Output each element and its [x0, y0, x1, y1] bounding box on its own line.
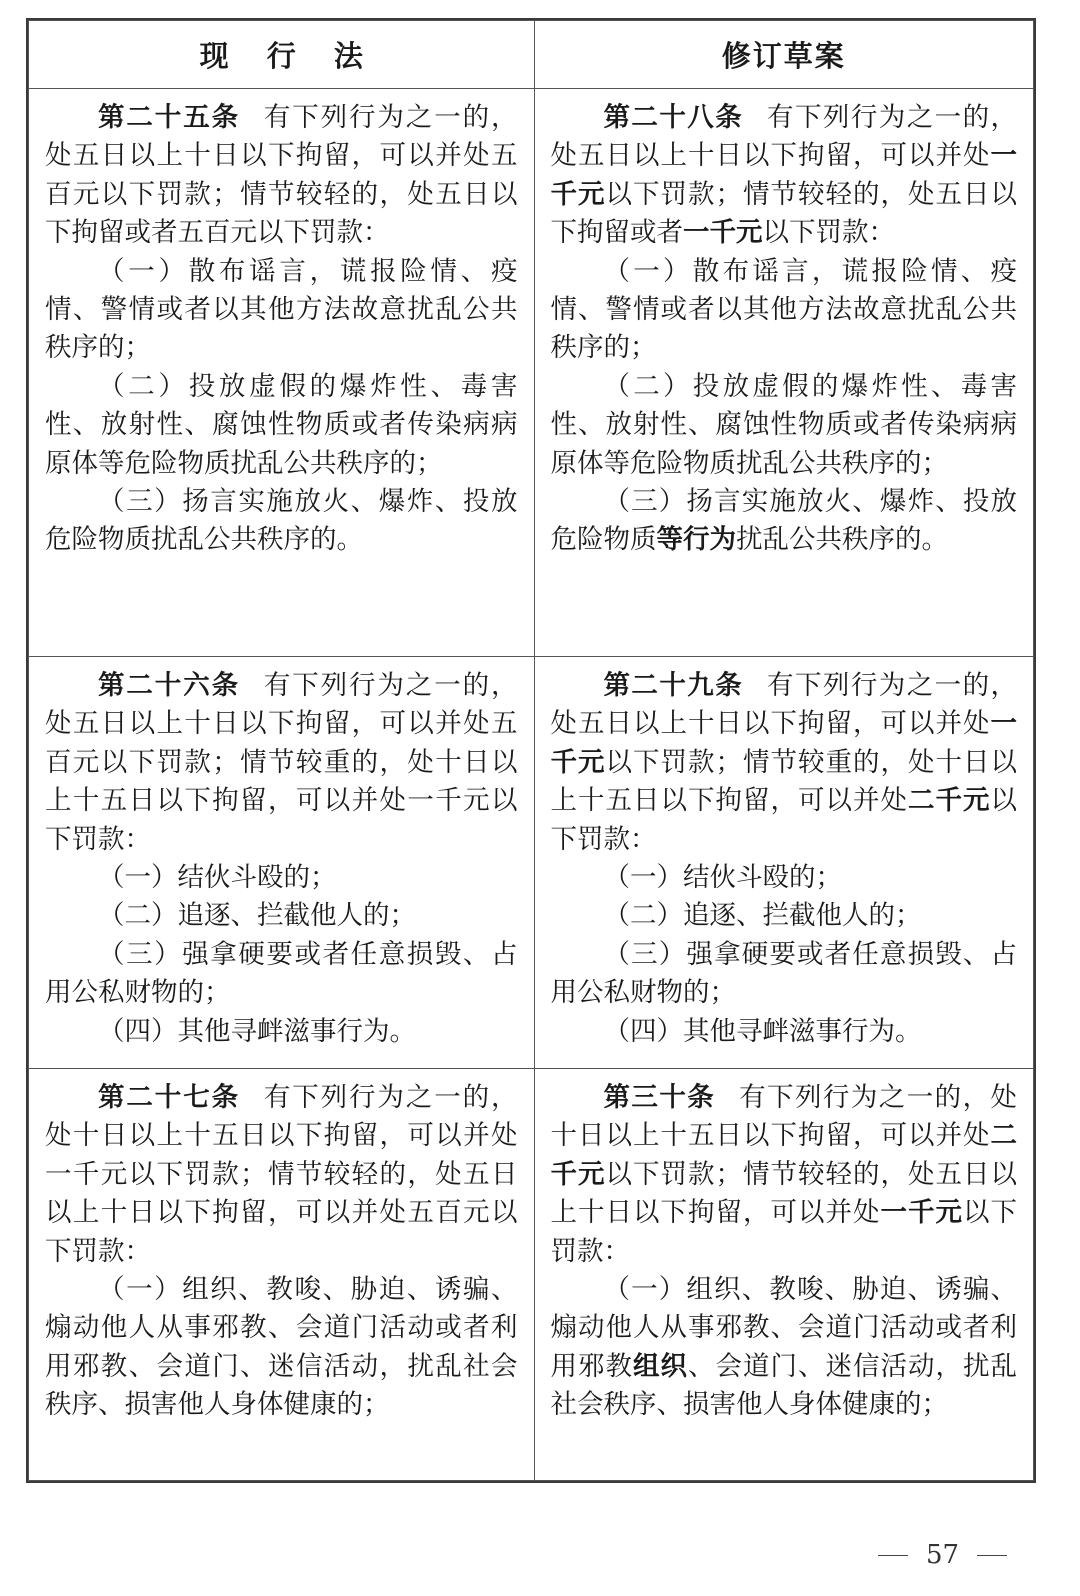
article-intro: [551, 99, 1018, 253]
article-item: [551, 1271, 1018, 1425]
amended-text: 一千元: [550, 140, 1017, 210]
amended-text: 二千元: [908, 785, 991, 817]
article-item: （一）结伙斗殴的；: [603, 862, 842, 894]
amended-text: 二千元: [550, 1120, 1017, 1190]
article-item: （一）散布谣言，谎报险情、疫情、警情或者以其他方法故意扰乱公共秩序的；: [45, 255, 518, 364]
article-text: 以下罚款：: [550, 1197, 1017, 1267]
amended-text: 一千元: [880, 1197, 963, 1229]
comparison-table-frame: [26, 18, 1036, 1483]
article-item: （二）追逐、拦截他人的；: [603, 900, 922, 932]
article-item: [551, 483, 1018, 560]
article-item: （三）强拿硬要或者任意损毁、占用公私财物的；: [45, 938, 518, 1009]
header-current-law: 现 行 法: [29, 21, 535, 89]
draft-article-28: [534, 89, 1034, 657]
amended-text: 组织: [633, 1350, 688, 1382]
current-law-article-26: [29, 657, 535, 1069]
article-text: 以下罚款：: [550, 785, 1017, 855]
article-number: 第三十条: [603, 1082, 716, 1113]
amended-text: 一千元: [683, 217, 763, 249]
page-number: 57: [926, 1540, 960, 1570]
draft-article-30: [534, 1069, 1034, 1481]
article-intro: [551, 667, 1018, 859]
article-text: 、会道门、迷信活动，扰乱社会秩序、损害他人身体健康的；: [550, 1350, 1017, 1421]
amended-text: 等行为: [656, 524, 736, 556]
article-text: 扰乱公共秩序的。: [736, 524, 948, 556]
article-text: 有下列行为之一的，处五日以上十日以下拘留，可以并处: [550, 670, 1018, 740]
article-item: （四）其他寻衅滋事行为。: [98, 1015, 416, 1047]
current-law-article-25: [29, 89, 535, 657]
article-number: 第二十九条: [603, 670, 744, 701]
article-number: 第二十五条: [98, 102, 240, 133]
footer-dash-right: [977, 1555, 1007, 1556]
article-number: 第二十七条: [98, 1082, 240, 1113]
amended-text: 一千元: [550, 708, 1017, 778]
article-intro: [45, 99, 518, 253]
article-item: （二）投放虚假的爆炸性、毒害性、放射性、腐蚀性物质或者传染病病原体等危险物质扰乱公共秩序的；: [45, 370, 518, 479]
article-intro: [45, 1079, 518, 1271]
article-item: （三）强拿硬要或者任意损毁、占用公私财物的；: [550, 938, 1017, 1009]
article-text: 以下罚款；情节较轻的，处五日以下拘留或者: [550, 178, 1017, 249]
footer-dash-left: [878, 1555, 908, 1556]
article-text: 有下列行为之一的，处五日以上十日以下拘留，可以并处五百元以下罚款；情节较轻的，处五日以下拘留或者五百元以下罚款：: [45, 102, 518, 249]
article-item: （三）扬言实施放火、爆炸、投放危险物质扰乱公共秩序的。: [45, 486, 518, 556]
page-number-footer: [878, 1540, 1007, 1570]
article-text: 以下罚款：: [762, 217, 895, 249]
article-text: 有下列行为之一的，处十日以上十五日以下拘留，可以并处: [550, 1082, 1018, 1152]
article-text: 以下罚款；情节较轻的，处五日以上十日以下拘留，可以并处: [550, 1158, 1017, 1229]
draft-article-29: [534, 657, 1034, 1069]
article-item: （一）结伙斗殴的；: [98, 862, 337, 894]
article-text: 有下列行为之一的，处十日以上十五日以下拘留，可以并处一千元以下罚款；情节较轻的，处五日以上十日以下拘留，可以并处五百元以下罚款：: [45, 1082, 518, 1267]
article-number: 第二十八条: [603, 102, 744, 133]
table-row: [29, 1069, 1034, 1481]
table-row: [29, 657, 1034, 1069]
comparison-table: [28, 20, 1034, 1481]
article-text: （三）扬言实施放火、爆炸、投放危险物质: [550, 486, 1017, 556]
article-item: （二）投放虚假的爆炸性、毒害性、放射性、腐蚀性物质或者传染病病原体等危险物质扰乱公共秩序的；: [550, 370, 1017, 479]
article-item: （一）散布谣言，谎报险情、疫情、警情或者以其他方法故意扰乱公共秩序的；: [550, 255, 1017, 364]
current-law-article-27: [29, 1069, 535, 1481]
header-revised-draft: 修订草案: [534, 21, 1034, 89]
article-text: 以下罚款；情节较重的，处十日以上十五日以下拘留，可以并处: [550, 746, 1017, 817]
article-text: 有下列行为之一的，处五日以上十日以下拘留，可以并处五百元以下罚款；情节较重的，处十日以上十五日以下拘留，可以并处一千元以下罚款：: [45, 670, 518, 855]
article-text: （一）组织、教唆、胁迫、诱骗、煽动他人从事邪教、会道门活动或者利用邪教: [550, 1274, 1017, 1382]
article-intro: [551, 1079, 1018, 1271]
table-header-row: [29, 21, 1034, 89]
article-item: （二）追逐、拦截他人的；: [98, 900, 416, 932]
table-row: [29, 89, 1034, 657]
article-item: （一）组织、教唆、胁迫、诱骗、煽动他人从事邪教、会道门活动或者利用邪教、会道门、迷信活动，扰乱社会秩序、损害他人身体健康的；: [45, 1274, 518, 1421]
article-intro: [45, 667, 518, 859]
article-number: 第二十六条: [98, 670, 240, 701]
article-item: （四）其他寻衅滋事行为。: [603, 1015, 922, 1047]
article-text: 有下列行为之一的，处五日以上十日以下拘留，可以并处: [550, 102, 1018, 172]
